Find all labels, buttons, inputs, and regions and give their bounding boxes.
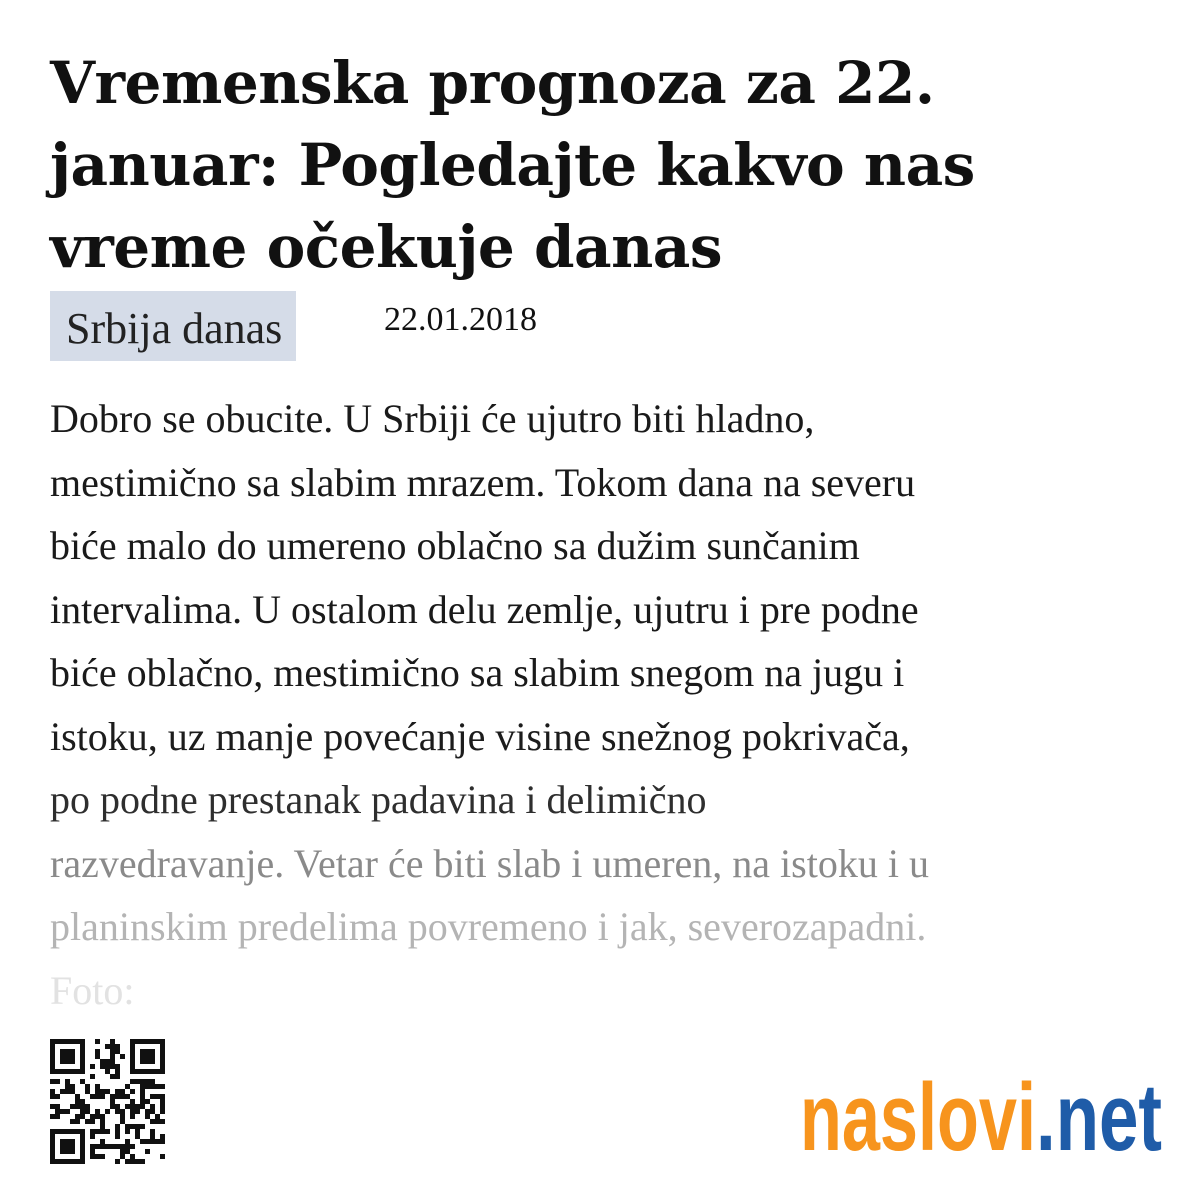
logo-net-text: .net: [1036, 1072, 1162, 1171]
excerpt-line: istoku, uz manje povećanje visine snežnog pokrivača,: [50, 713, 910, 759]
article-card: [50, 0, 1160, 1200]
excerpt-line: Foto:: [50, 967, 135, 1013]
excerpt-line: biće malo do umereno oblačno sa dužim sunčanim: [50, 523, 860, 568]
publish-date: 22.01.2018: [384, 301, 537, 338]
logo-naslovi-text: naslovi: [800, 1072, 1036, 1171]
excerpt-line: intervalima. U ostalom delu zemlje, ujutru i pre podne: [50, 586, 919, 632]
excerpt-line: razvedravanje. Vetar će biti slab i umeren, na istoku i u: [50, 840, 929, 886]
excerpt-line: mestimično sa slabim mrazem. Tokom dana na severu: [50, 459, 916, 505]
qr-code-icon[interactable]: [50, 1039, 165, 1164]
excerpt-line: planinskim predelima povremeno i jak, severozapadni.: [50, 904, 927, 949]
excerpt-line: biće oblačno, mestimično sa slabim snegom na jugu i: [50, 650, 905, 695]
naslovi-net-logo[interactable]: [800, 1072, 1170, 1172]
article-excerpt: [50, 387, 1160, 1022]
excerpt-line: po podne prestanak padavina i delimično: [50, 777, 707, 822]
excerpt-line: Dobro se obucite. U Srbiji će ujutro biti hladno,: [50, 396, 815, 441]
article-title[interactable]: Vremenska prognoza za 22. januar: Pogledajte kakvo nas vreme očekuje danas: [50, 49, 975, 281]
source-badge[interactable]: Srbija danas: [50, 291, 296, 361]
